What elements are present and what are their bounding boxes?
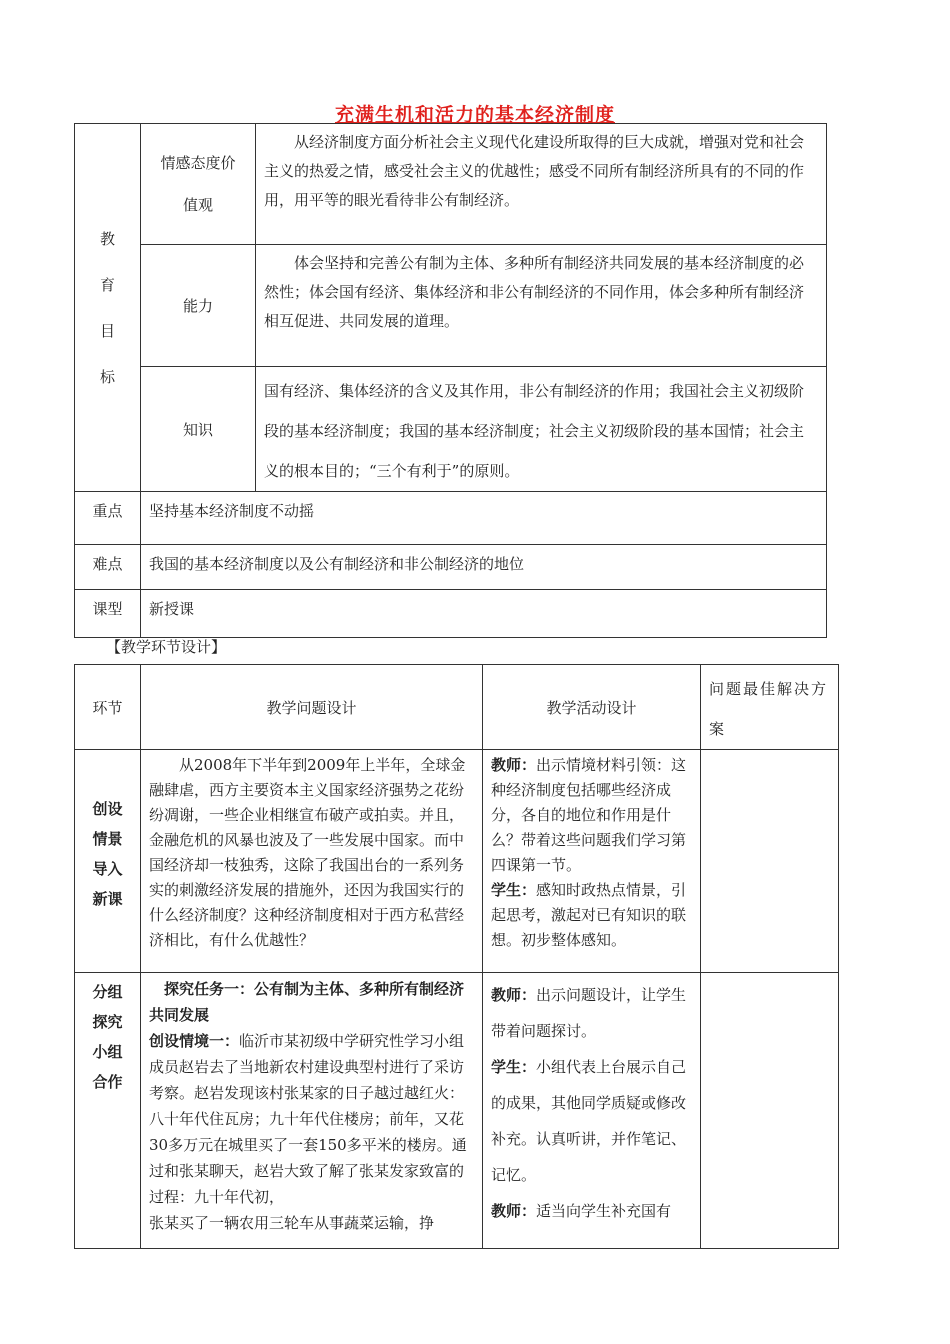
stage-group-inquiry: 分组 探究 小组 合作 — [75, 973, 141, 1249]
header-question: 教学问题设计 — [141, 665, 483, 750]
difficulty-label: 难点 — [75, 545, 141, 590]
intro-question: 从2008年下半年到2009年上半年，全球金融肆虐，西方主要资本主义国家经济强势之花纷纷凋谢，一些企业相继宣布破产或拍卖。并且，金融危机的风暴也波及了一些发展中国家。而中国经济却一枝独秀，这除了我国出台的一系列务实的刺激经济发展的措施外，还因为我国实行的什么经济制度？这种经济制度相对于西方私营经济相比，有什么优越性？ — [141, 750, 483, 973]
difficulty-content: 我国的基本经济制度以及公有制经济和非公制经济的地位 — [141, 545, 827, 590]
teacher-label: 教师： — [491, 756, 537, 774]
stage-intro: 创设 情景 导入 新课 — [75, 750, 141, 973]
objective-content-knowledge: 国有经济、集体经济的含义及其作用，非公有制经济的作用；我国社会主义初级阶段的基本经济制度；我国的基本经济制度；社会主义初级阶段的基本国情；社会主义的根本目的；“三个有利于”的原则。 — [256, 367, 827, 492]
header-activity: 教学活动设计 — [483, 665, 701, 750]
group-question: 探究任务一：公有制为主体、多种所有制经济共同发展 创设情境一：临沂市某初级中学研究性学习小组成员赵岩去了当地新农村建设典型村进行了采访考察。赵岩发现该村张某家的日子越过越红火：八十年代住瓦房；九十年代住楼房；前年，又花30多万元在城里买了一套150多平米的楼房。通过和张某聊天，赵岩大致了解了张某发家致富的过程：九十年代初， 张某买了一辆农用三轮车从事蔬菜运输，挣 — [141, 973, 483, 1249]
key-point-content: 坚持基本经济制度不动摇 — [141, 492, 827, 545]
student-label: 学生： — [491, 881, 537, 899]
objective-label-knowledge: 知识 — [141, 367, 256, 492]
group-best-solution — [701, 973, 839, 1249]
section-title: 【教学环节设计】 — [106, 638, 227, 656]
intro-best-solution — [701, 750, 839, 973]
objectives-group-label: 教 育 目 标 — [75, 124, 141, 492]
objectives-table — [74, 123, 827, 638]
objective-label-attitude: 情感态度价 值观 — [141, 124, 256, 245]
task-title: 探究任务一：公有制为主体、多种所有制经济共同发展 — [149, 980, 465, 1024]
key-point-label: 重点 — [75, 492, 141, 545]
scenario-label: 创设情境一： — [149, 1032, 240, 1050]
teaching-design-table — [74, 664, 839, 1249]
group-activity: 教师：出示问题设计，让学生带着问题探讨。 学生：小组代表上台展示自己的成果，其他同学质疑或修改补充。认真听讲，并作笔记、记忆。 教师：适当向学生补充国有 — [483, 973, 701, 1249]
lesson-type-content: 新授课 — [141, 590, 827, 638]
objective-label-ability: 能力 — [141, 245, 256, 367]
intro-activity: 教师：出示情境材料引领：这种经济制度包括哪些经济成分，各自的地位和作用是什么？带着这些问题我们学习第四课第一节。 学生：感知时政热点情景，引起思考，激起对已有知识的联想。初步整体感知。 — [483, 750, 701, 973]
lesson-type-label: 课型 — [75, 590, 141, 638]
objective-content-attitude: 从经济制度方面分析社会主义现代化建设所取得的巨大成就，增强对党和社会主义的热爱之情，感受社会主义的优越性；感受不同所有制经济所具有的不同的作用，用平等的眼光看待非公有制经济。 — [256, 124, 827, 245]
header-stage: 环节 — [75, 665, 141, 750]
header-best-solution: 问题最佳解决方案 — [701, 665, 839, 750]
page-title: 充满生机和活力的基本经济制度 — [334, 104, 615, 126]
objective-content-ability: 体会坚持和完善公有制为主体、多种所有制经济共同发展的基本经济制度的必然性；体会国有经济、集体经济和非公有制经济的不同作用，体会多种所有制经济相互促进、共同发展的道理。 — [256, 245, 827, 367]
